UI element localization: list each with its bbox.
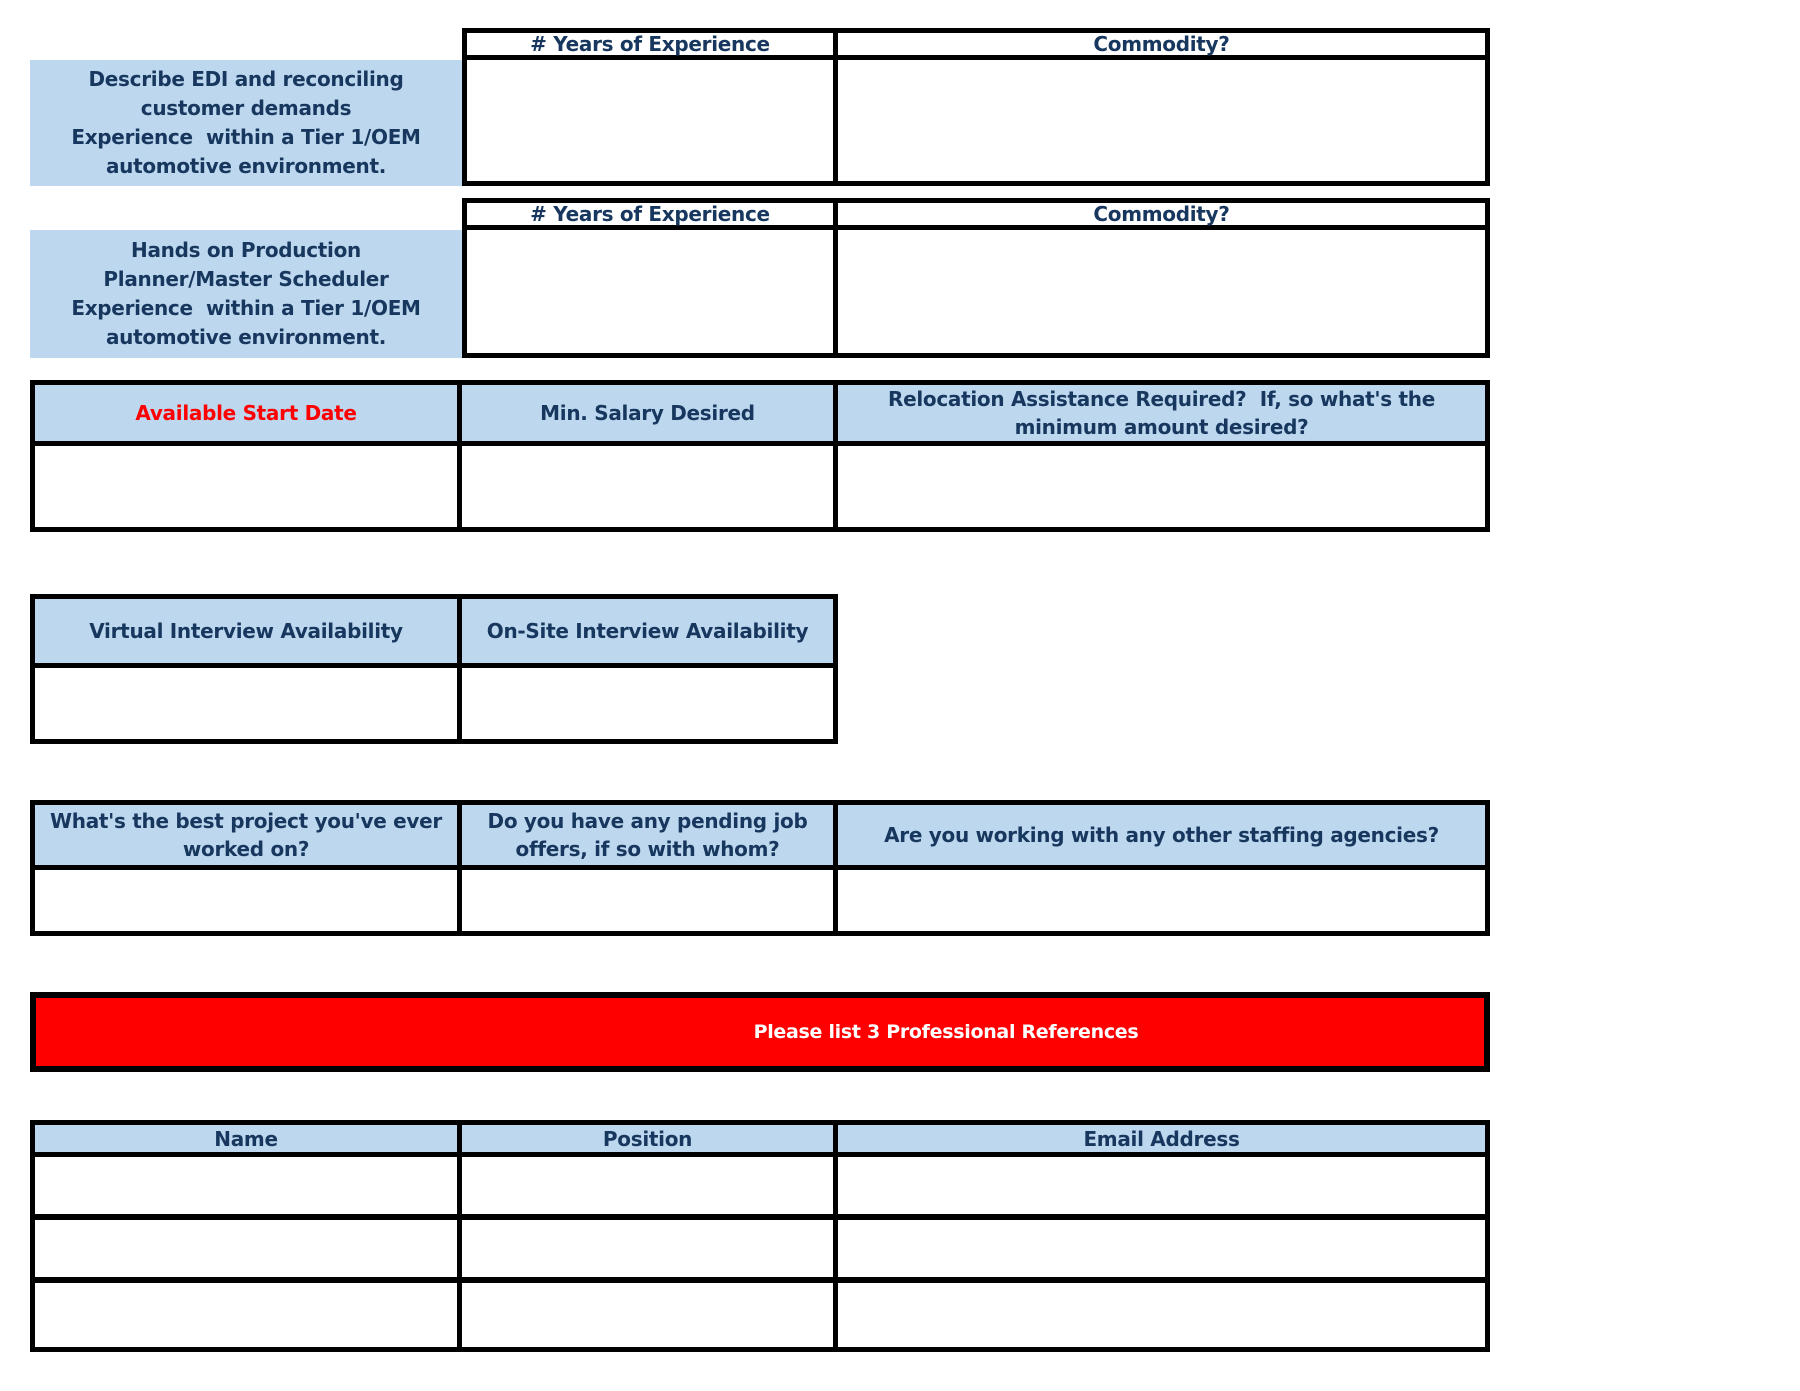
label-line: Describe EDI and reconciling [88, 67, 404, 91]
years-of-experience-input-cell[interactable] [467, 230, 838, 353]
reference-email-header: Email Address [838, 1125, 1485, 1157]
reference-name-input-cell[interactable] [35, 1157, 462, 1220]
reference-position-input-cell[interactable] [462, 1283, 838, 1347]
pending-offers-header: Do you have any pending job offers, if so with whom? [462, 805, 838, 870]
label-line: Hands on Production [131, 238, 361, 262]
reference-name-input-cell[interactable] [35, 1283, 462, 1347]
reference-name-header: Name [35, 1125, 462, 1157]
reference-position-input-cell[interactable] [462, 1157, 838, 1220]
years-of-experience-header: # Years of Experience [467, 203, 838, 230]
references-banner [30, 992, 1490, 1072]
pending-offers-input-cell[interactable] [462, 870, 838, 931]
years-of-experience-header: # Years of Experience [467, 33, 838, 60]
available-start-date-input-cell[interactable] [35, 446, 462, 527]
available-start-date-header: Available Start Date [35, 385, 462, 446]
label-line: Experience within a Tier 1/OEM [71, 296, 421, 320]
onsite-interview-input-cell[interactable] [462, 668, 833, 739]
min-salary-header: Min. Salary Desired [462, 385, 838, 446]
virtual-interview-header: Virtual Interview Availability [35, 599, 462, 668]
reference-position-input-cell[interactable] [462, 1220, 838, 1283]
commodity-header: Commodity? [838, 203, 1485, 230]
relocation-assistance-header: Relocation Assistance Required? If, so what's the minimum amount desired? [838, 385, 1485, 446]
production-planner-label [30, 230, 462, 358]
label-line: customer demands [140, 96, 352, 120]
reference-name-input-cell[interactable] [35, 1220, 462, 1283]
references-banner-label: Please list 3 Professional References [753, 1021, 1139, 1043]
interview-availability-table [30, 594, 838, 744]
reference-position-header: Position [462, 1125, 838, 1157]
reference-email-input-cell[interactable] [838, 1283, 1485, 1347]
reference-email-input-cell[interactable] [838, 1220, 1485, 1283]
edi-experience-label [30, 60, 462, 186]
best-project-header: What's the best project you've ever worked on? [35, 805, 462, 870]
commodity-input-cell[interactable] [838, 230, 1485, 353]
virtual-interview-input-cell[interactable] [35, 668, 462, 739]
commodity-header: Commodity? [838, 33, 1485, 60]
years-of-experience-input-cell[interactable] [467, 60, 838, 181]
edi-experience-table [462, 28, 1490, 186]
other-agencies-input-cell[interactable] [838, 870, 1485, 931]
references-table [30, 1120, 1490, 1352]
relocation-assistance-input-cell[interactable] [838, 446, 1485, 527]
commodity-input-cell[interactable] [838, 60, 1485, 181]
label-line: automotive environment. [105, 154, 387, 178]
availability-table [30, 380, 1490, 532]
label-line: Experience within a Tier 1/OEM [71, 125, 421, 149]
onsite-interview-header: On-Site Interview Availability [462, 599, 833, 668]
label-line: Planner/Master Scheduler [103, 267, 389, 291]
reference-email-input-cell[interactable] [838, 1157, 1485, 1220]
production-planner-table [462, 198, 1490, 358]
min-salary-input-cell[interactable] [462, 446, 838, 527]
best-project-input-cell[interactable] [35, 870, 462, 931]
other-agencies-header: Are you working with any other staffing agencies? [838, 805, 1485, 870]
label-line: automotive environment. [105, 325, 387, 349]
questions-table [30, 800, 1490, 936]
